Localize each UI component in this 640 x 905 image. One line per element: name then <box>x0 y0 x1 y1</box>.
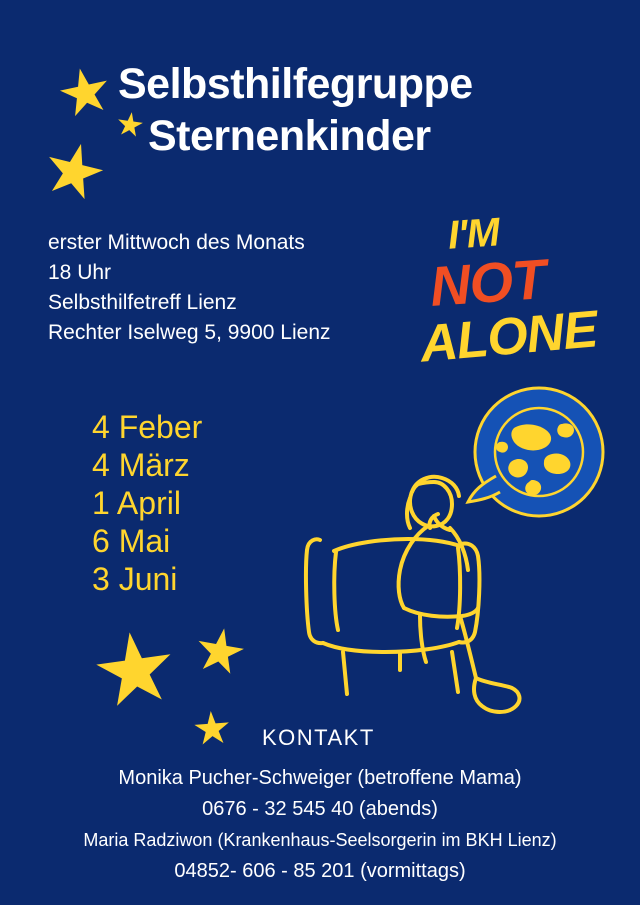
list-item: 3 Juni <box>92 561 178 597</box>
star-icon <box>193 710 231 748</box>
slogan-word-not: NOT <box>427 247 548 318</box>
title-line-1: Selbsthilfegruppe <box>118 60 473 108</box>
list-item: 6 Mai <box>92 523 171 559</box>
contact-line: Monika Pucher-Schweiger (betroffene Mama) <box>118 767 522 789</box>
dates-list <box>92 408 202 598</box>
list-item: 4 März <box>92 447 190 483</box>
slogan-graphic <box>417 210 620 402</box>
meeting-info-line: 18 Uhr <box>48 261 112 284</box>
meeting-info <box>48 228 428 348</box>
star-icon <box>55 63 114 122</box>
title-line-2: Sternenkinder <box>148 112 431 160</box>
person-on-chair-illustration <box>300 380 630 770</box>
list-item: 4 Feber <box>92 409 203 445</box>
contact-details <box>0 763 640 887</box>
contact-line: Maria Radziwon (Krankenhaus-Seelsorgerin im BKH Lienz) <box>83 830 557 850</box>
slogan-word-alone: ALONE <box>417 300 600 374</box>
list-item: 1 April <box>92 485 181 521</box>
star-icon <box>39 137 109 207</box>
star-icon <box>192 624 248 680</box>
meeting-info-line: Rechter Iselweg 5, 9900 Lienz <box>48 321 331 344</box>
thought-bubble-icon <box>468 388 603 516</box>
page-title <box>118 58 588 162</box>
meeting-info-line: Selbsthilfetreff Lienz <box>48 291 237 314</box>
slogan-word-im: I'M <box>446 210 501 258</box>
meeting-info-line: erster Mittwoch des Monats <box>48 231 305 254</box>
contact-phone: 0676 - 32 545 40 (abends) <box>202 798 438 820</box>
contact-heading: KONTAKT <box>262 725 375 750</box>
star-icon <box>91 627 179 715</box>
contact-phone: 04852- 606 - 85 201 (vormittags) <box>174 860 466 882</box>
